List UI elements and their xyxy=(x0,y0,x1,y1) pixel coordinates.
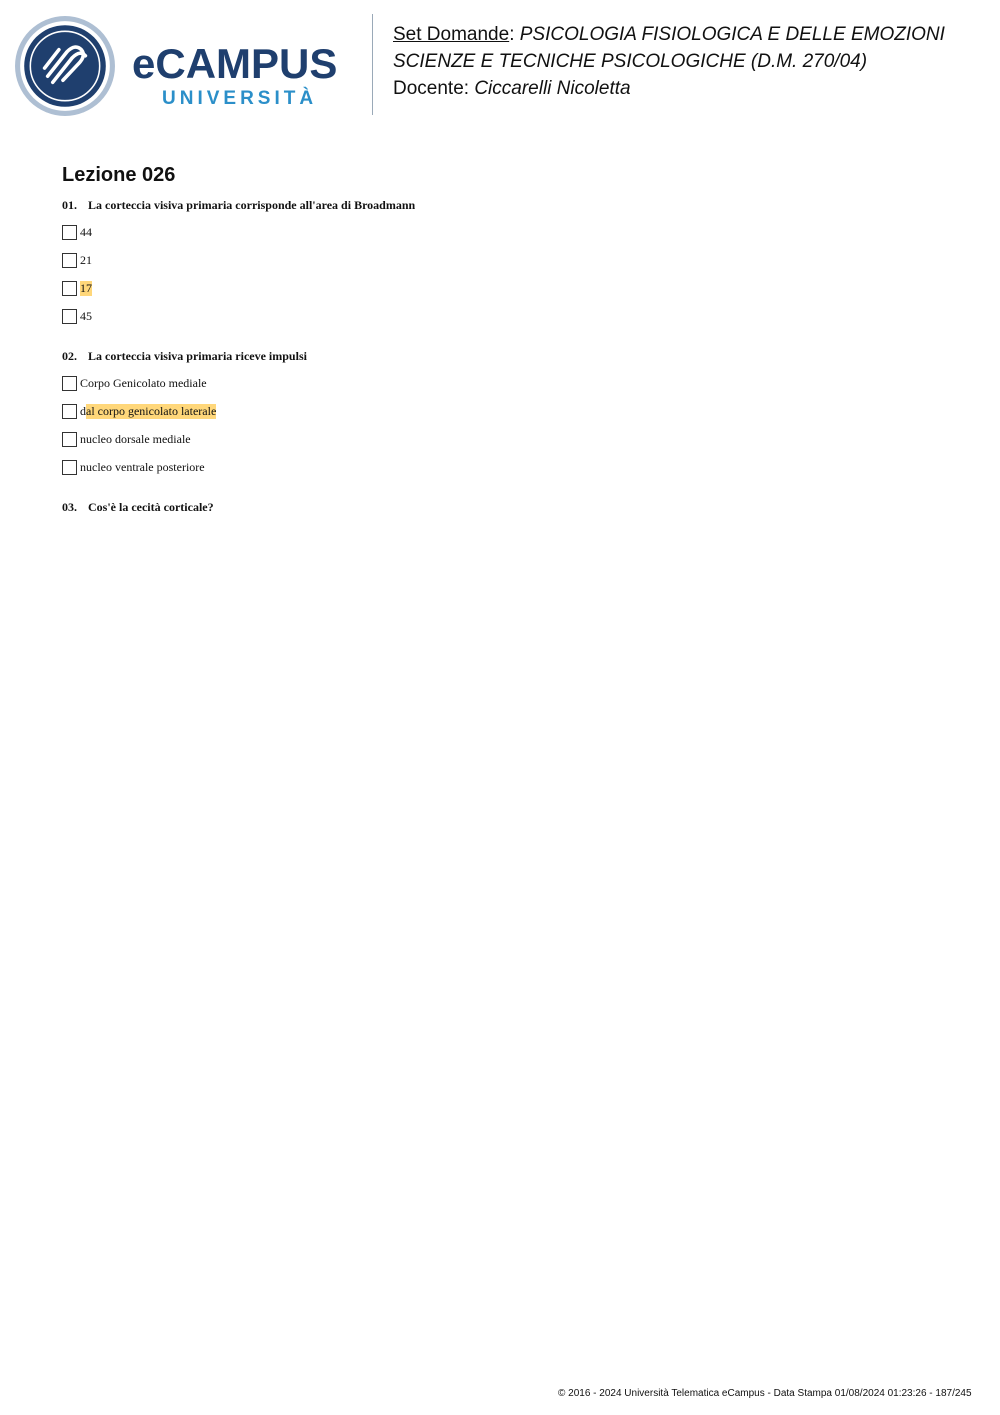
answer-checkbox[interactable] xyxy=(62,281,77,296)
answer-checkbox[interactable] xyxy=(62,432,77,447)
ecampus-wordmark: eCAMPUS xyxy=(132,40,338,87)
answer-checkbox[interactable] xyxy=(62,253,77,268)
set-info xyxy=(393,21,945,102)
answer-option[interactable] xyxy=(62,375,207,391)
course-line2 xyxy=(393,48,945,75)
set-separator: : xyxy=(509,24,515,45)
question-03 xyxy=(62,499,214,515)
option-label-highlighted: al corpo genicolato laterale xyxy=(86,403,217,418)
ecampus-seal-logo xyxy=(14,15,116,117)
answer-checkbox[interactable] xyxy=(62,460,77,475)
answer-option-correct[interactable] xyxy=(62,280,92,296)
course-title-line1: PSICOLOGIA FISIOLOGICA E DELLE EMOZIONI xyxy=(519,24,945,45)
question-number: 03. xyxy=(62,500,77,514)
header-divider xyxy=(372,14,373,115)
answer-option[interactable] xyxy=(62,224,92,240)
teacher-label: Docente: xyxy=(393,78,470,99)
answer-option[interactable] xyxy=(62,459,205,475)
option-label: nucleo ventrale posteriore xyxy=(80,459,205,474)
answer-checkbox[interactable] xyxy=(62,404,77,419)
option-label: 44 xyxy=(80,224,92,239)
answer-option[interactable] xyxy=(62,308,92,324)
question-text: Cos'è la cecità corticale? xyxy=(88,500,214,514)
page-header xyxy=(0,0,1000,130)
course-title-line2: SCIENZE E TECNICHE PSICOLOGICHE (D.M. 270/04) xyxy=(393,51,868,72)
option-label: 45 xyxy=(80,308,92,323)
answer-option[interactable] xyxy=(62,431,191,447)
option-label-prefix: d xyxy=(80,403,86,418)
set-label: Set Domande xyxy=(393,24,510,45)
answer-option[interactable] xyxy=(62,252,92,268)
option-label: nucleo dorsale mediale xyxy=(80,431,191,446)
answer-checkbox[interactable] xyxy=(62,376,77,391)
question-number: 01. xyxy=(62,198,77,212)
question-number: 02. xyxy=(62,349,77,363)
page-footer: © 2016 - 2024 Università Telematica eCampus - Data Stampa 01/08/2024 01:23:26 - 187/245 xyxy=(558,1388,972,1399)
option-label-highlighted: 17 xyxy=(80,280,92,295)
teacher-line xyxy=(393,75,945,102)
question-02 xyxy=(62,348,307,364)
question-01 xyxy=(62,197,415,213)
teacher-name: Ciccarelli Nicoletta xyxy=(474,78,631,99)
question-text: La corteccia visiva primaria riceve impulsi xyxy=(88,349,307,363)
option-label: Corpo Genicolato mediale xyxy=(80,375,207,390)
answer-option-correct[interactable] xyxy=(62,403,216,419)
lesson-title: Lezione 026 xyxy=(62,164,176,186)
answer-checkbox[interactable] xyxy=(62,309,77,324)
set-line xyxy=(393,21,945,48)
option-label: 21 xyxy=(80,252,92,267)
universita-subtitle: UNIVERSITÀ xyxy=(162,88,318,109)
answer-checkbox[interactable] xyxy=(62,225,77,240)
question-text: La corteccia visiva primaria corrisponde all'area di Broadmann xyxy=(88,198,416,212)
